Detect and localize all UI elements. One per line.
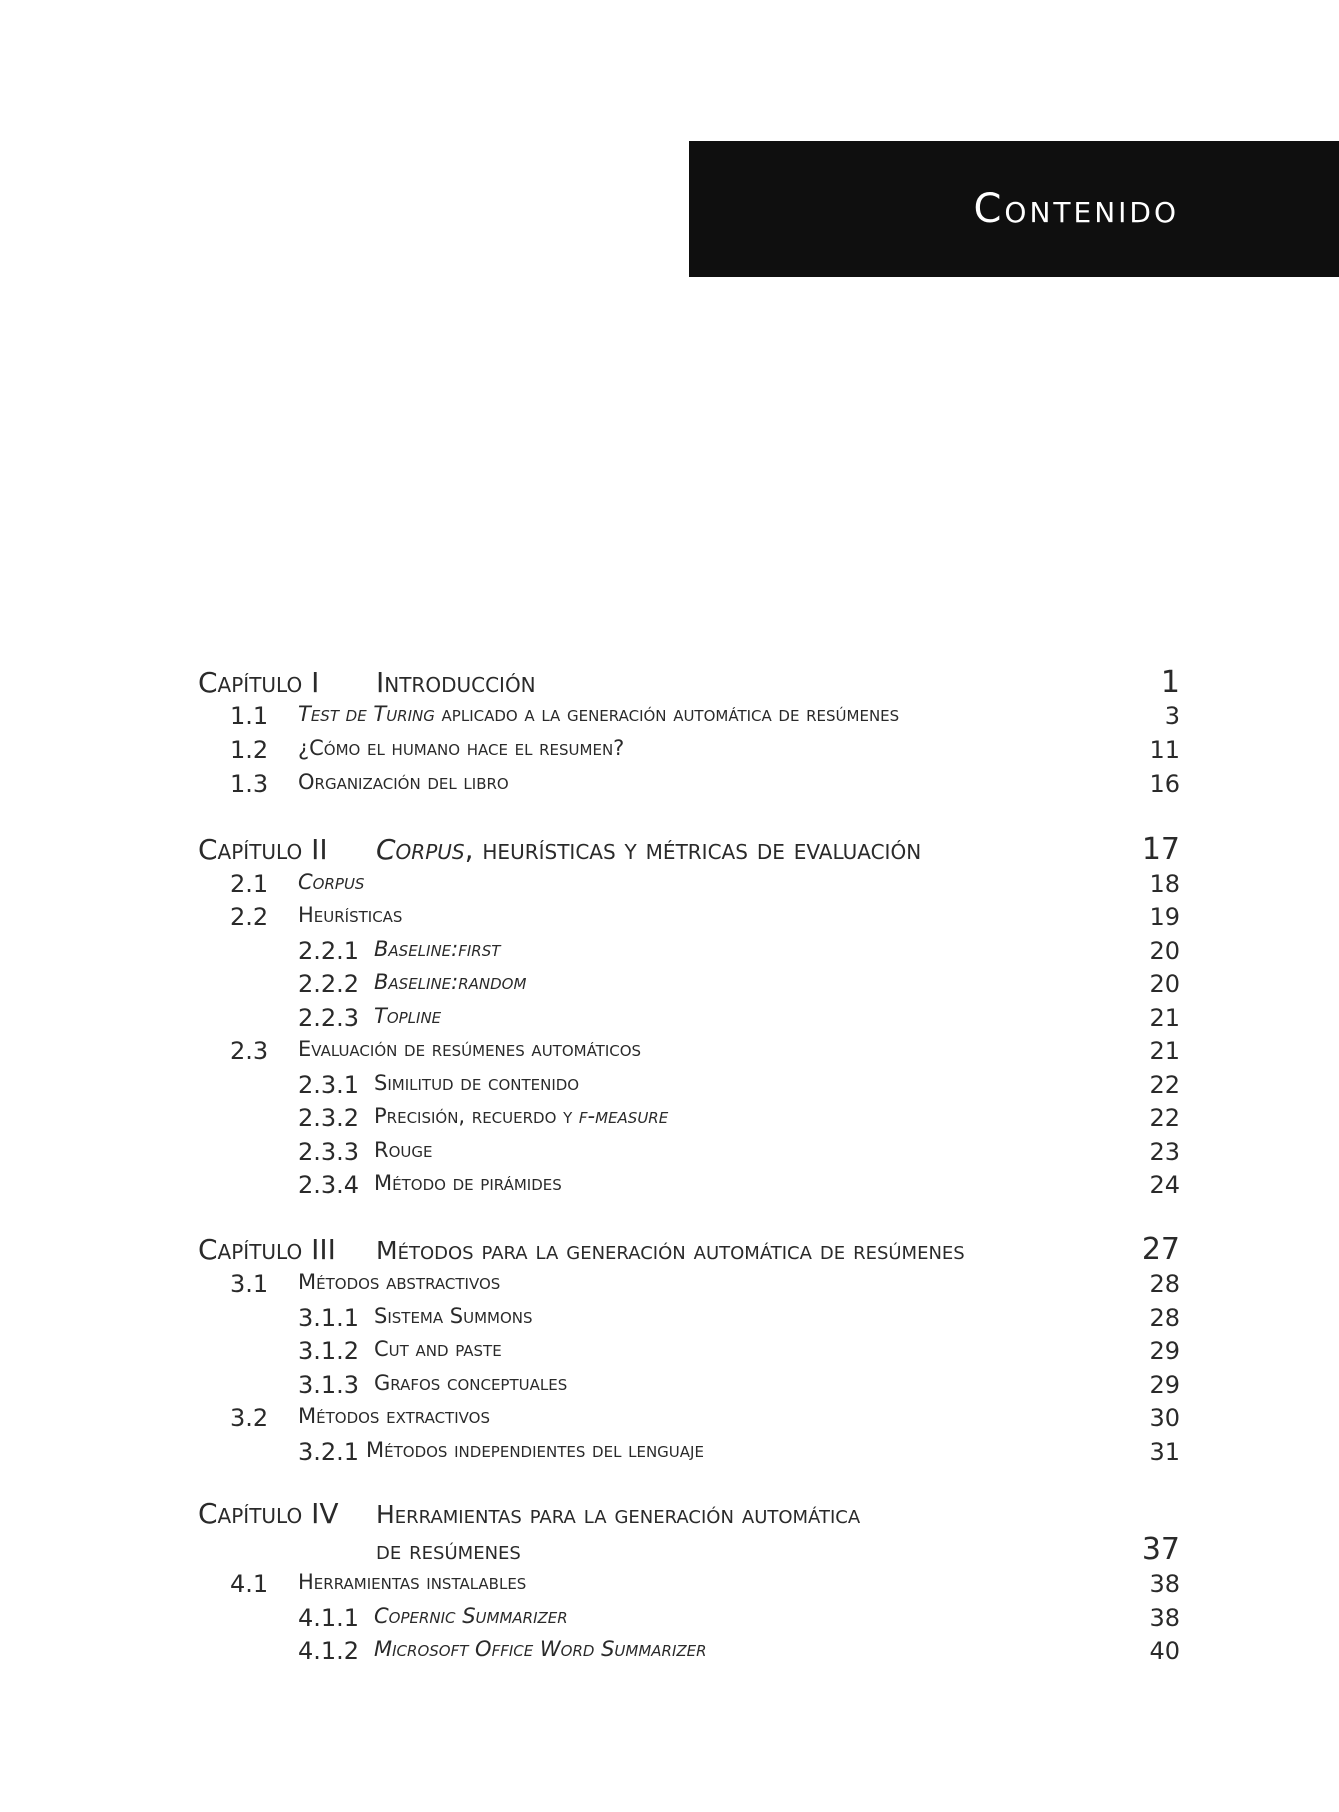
section-number: 2.3.1	[298, 1071, 360, 1099]
section-number: 2.2	[230, 903, 269, 931]
chapter-label: Capítulo II	[198, 833, 328, 866]
page-number: 24	[1149, 1171, 1180, 1199]
section-number: 4.1.2	[298, 1637, 360, 1665]
section-title-italic: Baseline:random	[374, 970, 527, 994]
section-number: 1.2	[230, 736, 269, 764]
page-number: 11	[1149, 736, 1180, 764]
toc-entry-2-2[interactable]	[198, 903, 1180, 937]
section-title	[374, 937, 500, 961]
section-title	[374, 1604, 568, 1628]
page-number: 3	[1164, 702, 1180, 730]
toc-entry-2-3-3[interactable]	[198, 1138, 1180, 1172]
page-number: 18	[1149, 870, 1180, 898]
toc-entry-1-2[interactable]	[198, 736, 1180, 770]
page-number: 20	[1149, 937, 1180, 965]
chapter-label: Capítulo IV	[198, 1497, 339, 1530]
toc-entry-1-3[interactable]	[198, 770, 1180, 804]
section-number: 2.3.4	[298, 1171, 360, 1199]
page-number: 22	[1149, 1104, 1180, 1132]
section-title	[374, 1104, 668, 1128]
section-title	[298, 870, 364, 894]
toc-entry-2-2-3[interactable]	[198, 1004, 1180, 1038]
section-number: 3.1.3	[298, 1371, 360, 1399]
chapter-title	[376, 833, 921, 866]
page-number: 21	[1149, 1037, 1180, 1065]
page-number: 16	[1149, 770, 1180, 798]
page-number: 40	[1149, 1637, 1180, 1665]
section-title: Grafos conceptuales	[374, 1371, 568, 1395]
toc-entry-4-1-2[interactable]	[198, 1637, 1180, 1671]
toc-entry-3-1-2[interactable]	[198, 1337, 1180, 1371]
toc-entry-2-1[interactable]	[198, 870, 1180, 904]
toc-entry-3-1-1[interactable]	[198, 1304, 1180, 1338]
section-title: ¿Cómo el humano hace el resumen?	[298, 736, 625, 760]
section-number: 2.2.1	[298, 937, 360, 965]
section-number: 2.2.2	[298, 970, 360, 998]
section-title-text: aplicado a la generación automática de resúmenes	[434, 702, 900, 726]
chapter-title: Herramientas para la generación automática	[376, 1500, 861, 1529]
section-number: 2.3.2	[298, 1104, 360, 1132]
page-number: 31	[1149, 1438, 1180, 1466]
page-number: 20	[1149, 970, 1180, 998]
section-title: Rouge	[374, 1138, 433, 1162]
page-number: 19	[1149, 903, 1180, 931]
section-title-italic: Test de Turing	[298, 702, 435, 726]
section-title: Métodos abstractivos	[298, 1270, 501, 1294]
section-title: Cut and paste	[374, 1337, 502, 1361]
page-number: 27	[1141, 1232, 1180, 1267]
page-title: Contenido	[973, 186, 1179, 232]
toc-chapter-4[interactable]	[198, 1497, 1180, 1531]
page-number: 28	[1149, 1304, 1180, 1332]
page-number: 37	[1141, 1532, 1180, 1567]
page-number: 38	[1149, 1604, 1180, 1632]
section-number: 2.3	[230, 1037, 269, 1065]
page-number: 38	[1149, 1570, 1180, 1598]
toc-entry-2-3[interactable]	[198, 1037, 1180, 1071]
section-title: Organización del libro	[298, 770, 509, 794]
page-number: 29	[1149, 1371, 1180, 1399]
section-title: Heurísticas	[298, 903, 403, 927]
section-title-italic: Baseline:first	[374, 937, 501, 961]
page-number: 23	[1149, 1138, 1180, 1166]
toc-chapter-3[interactable]	[198, 1232, 1180, 1266]
section-title: Similitud de contenido	[374, 1071, 580, 1095]
toc-entry-3-2[interactable]	[198, 1404, 1180, 1438]
section-number: 3.1.2	[298, 1337, 360, 1365]
section-title-italic: Topline	[374, 1004, 442, 1028]
section-number: 3.1.1	[298, 1304, 360, 1332]
section-number: 2.1	[230, 870, 269, 898]
toc-chapter-2[interactable]	[198, 832, 1180, 866]
page-number: 30	[1149, 1404, 1180, 1432]
chapter-title: Métodos para la generación automática de resúmenes	[376, 1236, 965, 1265]
page-number: 17	[1141, 832, 1180, 867]
section-number: 2.3.3	[298, 1138, 360, 1166]
section-number: 1.1	[230, 702, 269, 730]
section-title-italic: Copernic Summarizer	[374, 1604, 568, 1628]
chapter-label: Capítulo I	[198, 666, 320, 699]
toc-entry-3-1[interactable]	[198, 1270, 1180, 1304]
toc-entry-2-3-1[interactable]	[198, 1071, 1180, 1105]
page-number: 21	[1149, 1004, 1180, 1032]
section-number: 1.3	[230, 770, 269, 798]
section-title: Método de pirámides	[374, 1171, 562, 1195]
section-title: Evaluación de resúmenes automáticos	[298, 1037, 642, 1061]
chapter-title-text: , heurísticas y métricas de evaluación	[464, 833, 922, 866]
section-title: Sistema Summons	[374, 1304, 533, 1328]
chapter-title-continued: de resúmenes	[376, 1536, 521, 1565]
chapter-title: Introducción	[376, 666, 536, 699]
toc-entry-2-2-1[interactable]	[198, 937, 1180, 971]
toc-entry-3-1-3[interactable]	[198, 1371, 1180, 1405]
section-title	[298, 702, 899, 726]
section-title-text: Precisión, recuerdo y	[374, 1104, 579, 1128]
page-number: 29	[1149, 1337, 1180, 1365]
toc-entry-2-3-4[interactable]	[198, 1171, 1180, 1205]
chapter-title-italic: Corpus	[376, 833, 465, 866]
section-number: 3.2.1	[298, 1438, 360, 1466]
section-title: Herramientas instalables	[298, 1570, 527, 1594]
section-title	[374, 1637, 707, 1661]
section-title: Métodos extractivos	[298, 1404, 490, 1428]
section-number: 3.2	[230, 1404, 269, 1432]
page-number: 22	[1149, 1071, 1180, 1099]
section-number: 4.1.1	[298, 1604, 360, 1632]
section-title-italic: Microsoft Office Word Summarizer	[374, 1637, 707, 1661]
section-title	[374, 970, 526, 994]
section-number: 3.1	[230, 1270, 269, 1298]
page-number: 1	[1160, 665, 1180, 700]
toc-entry-2-2-2[interactable]	[198, 970, 1180, 1004]
page-number: 28	[1149, 1270, 1180, 1298]
section-title	[374, 1004, 441, 1028]
toc-entry-4-1-1[interactable]	[198, 1604, 1180, 1638]
toc-entry-1-1[interactable]	[198, 702, 1180, 736]
toc-entry-4-1[interactable]	[198, 1570, 1180, 1604]
section-title-italic: Corpus	[298, 870, 365, 894]
toc-chapter-4-continued	[198, 1532, 1180, 1566]
section-title-italic: f-measure	[578, 1104, 669, 1128]
section-title: Métodos independientes del lenguaje	[366, 1438, 704, 1462]
section-number: 2.2.3	[298, 1004, 360, 1032]
toc-entry-3-2-1[interactable]	[198, 1438, 1180, 1472]
chapter-label: Capítulo III	[198, 1233, 336, 1266]
toc-entry-2-3-2[interactable]	[198, 1104, 1180, 1138]
toc-chapter-1[interactable]	[198, 665, 1180, 699]
section-number: 4.1	[230, 1570, 269, 1598]
